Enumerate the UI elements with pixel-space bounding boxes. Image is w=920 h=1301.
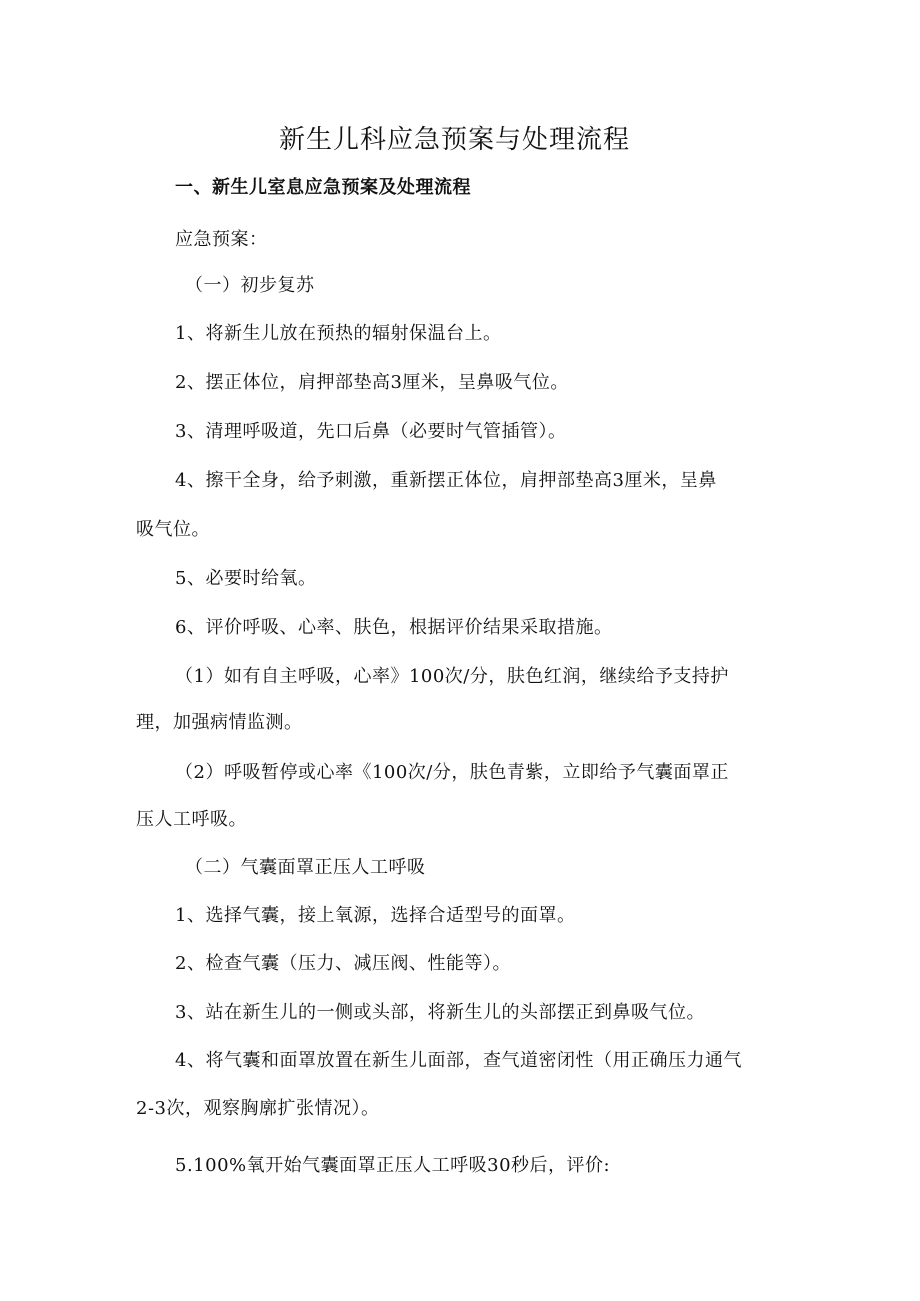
subsection-heading-1: （一）初步复苏 bbox=[185, 275, 315, 296]
paragraph: 4、将气囊和面罩放置在新生儿面部，查气道密闭性（用正确压力通气 bbox=[175, 1050, 742, 1071]
paragraph-continuation: 压人工呼吸。 bbox=[136, 809, 247, 830]
paragraph: 5.100%氧开始气囊面罩正压人工呼吸30秒后，评价: bbox=[175, 1155, 611, 1176]
paragraph: 1、将新生儿放在预热的辐射保温台上。 bbox=[175, 323, 502, 344]
paragraph: （1）如有自主呼吸，心率》100次/分，肤色红润，继续给予支持护 bbox=[175, 666, 729, 687]
paragraph-continuation: 理，加强病情监测。 bbox=[136, 712, 303, 733]
paragraph: 4、擦干全身，给予刺激，重新摆正体位，肩押部垫高3厘米，呈鼻 bbox=[175, 470, 717, 491]
paragraph-continuation: 吸气位。 bbox=[136, 519, 210, 540]
document-title: 新生儿科应急预案与处理流程 bbox=[279, 125, 631, 155]
paragraph: 2、检查气囊（压力、减压阀、性能等）。 bbox=[175, 953, 511, 974]
paragraph: 3、站在新生儿的一侧或头部，将新生儿的头部摆正到鼻吸气位。 bbox=[175, 1002, 705, 1023]
subsection-heading-2: （二）气囊面罩正压人工呼吸 bbox=[185, 857, 426, 878]
paragraph: 3、清理呼吸道，先口后鼻（必要时气管插管）。 bbox=[175, 421, 567, 442]
paragraph: （2）呼吸暂停或心率《100次/分，肤色青紫，立即给予气囊面罩正 bbox=[175, 762, 729, 783]
paragraph: 6、评价呼吸、心率、肤色，根据评价结果采取措施。 bbox=[175, 617, 613, 638]
section-heading: 一、新生儿室息应急预案及处理流程 bbox=[175, 177, 471, 198]
paragraph: 2、摆正体位，肩押部垫高3厘米，呈鼻吸气位。 bbox=[175, 372, 569, 393]
paragraph: 1、选择气囊，接上氧源，选择合适型号的面罩。 bbox=[175, 905, 576, 926]
paragraph: 5、必要时给氧。 bbox=[175, 568, 317, 589]
plan-label: 应急预案： bbox=[175, 229, 268, 250]
paragraph-continuation: 2-3次，观察胸廓扩张情况）。 bbox=[136, 1098, 380, 1119]
